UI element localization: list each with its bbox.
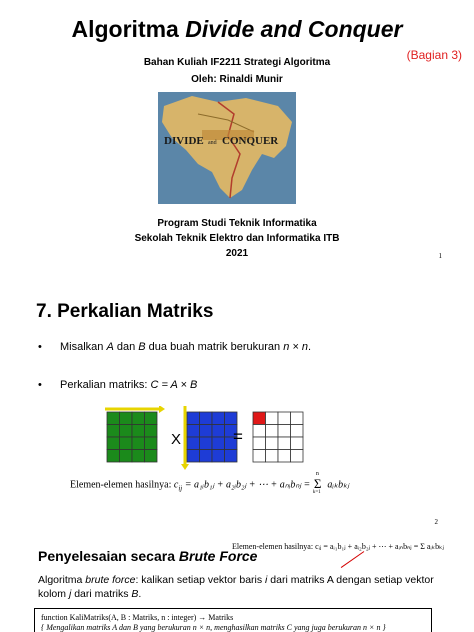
matrix-cell bbox=[120, 425, 133, 438]
matrix-cell bbox=[266, 450, 279, 463]
slide-2-heading: 7. Perkalian Matriks bbox=[36, 301, 214, 322]
matrix-cell bbox=[132, 412, 145, 425]
matrix-cell bbox=[132, 425, 145, 438]
algorithm-description bbox=[38, 573, 448, 601]
matrix-cell bbox=[145, 437, 158, 450]
sum-lower: k=1 bbox=[312, 490, 321, 495]
b2-pre: Perkalian matriks: bbox=[60, 379, 151, 391]
matrix-cell bbox=[212, 425, 225, 438]
matrix-cell bbox=[187, 425, 200, 438]
matrix-cell bbox=[253, 437, 266, 450]
matrix-cell bbox=[225, 450, 238, 463]
element-formula: Elemen-elemen hasilnya: $c_{ij}$ = a₁ᵢb₁ⱼ + a₂ᵢb₂ⱼ + ⋯ + aₙᵢbₙⱼ = n Σ k=1 aᵢₖbₖⱼ bbox=[70, 471, 350, 495]
matrix-cell bbox=[120, 412, 133, 425]
matrix-cell bbox=[253, 412, 266, 425]
matrix-a bbox=[105, 406, 165, 462]
small-formula: Elemen-elemen hasilnya: cᵢⱼ = aᵢ₁b₁ⱼ + aᵢ₂b₂ⱼ + ⋯ + aᵢₙbₙⱼ = Σ aᵢₖbₖⱼ bbox=[232, 542, 444, 551]
b1-post: dua buah matrik berukuran bbox=[145, 341, 284, 353]
formula-lhs: c bbox=[173, 479, 179, 491]
algo-mid: : kalikan setiap vektor baris bbox=[135, 574, 266, 586]
logo-text-divide: DIVIDE bbox=[164, 135, 204, 147]
bullet-2 bbox=[38, 379, 198, 391]
s3-heading-pre: Penyelesaian secara bbox=[38, 548, 179, 564]
matrix-cell bbox=[278, 412, 291, 425]
s3-heading-italic: Brute Force bbox=[178, 548, 258, 564]
matrix-cell bbox=[278, 450, 291, 463]
matrix-cell bbox=[291, 412, 304, 425]
part-label: (Bagian 3) bbox=[406, 48, 462, 62]
matrix-cell bbox=[187, 437, 200, 450]
code-line-2: { Mengalikan matriks A dan B yang berukuran n × n, menghasilkan matriks C yang juga berukuran n × n } bbox=[41, 623, 386, 632]
divide-conquer-map-image bbox=[158, 92, 296, 204]
b2-formula: C = A × B bbox=[150, 379, 198, 391]
matrix-cell bbox=[107, 450, 120, 463]
algo-mid3: dari matriks bbox=[71, 588, 132, 600]
matrix-cell bbox=[145, 412, 158, 425]
matrix-cell bbox=[291, 437, 304, 450]
b1-pre: Misalkan bbox=[60, 341, 107, 353]
year-line: 2021 bbox=[225, 248, 249, 259]
matrix-b bbox=[181, 406, 237, 470]
matrix-cell bbox=[187, 412, 200, 425]
matrix-cell bbox=[253, 450, 266, 463]
matrix-cell bbox=[212, 412, 225, 425]
matrix-cell bbox=[107, 412, 120, 425]
matrix-cell bbox=[278, 437, 291, 450]
code-line-1: function KaliMatriks(A, B : Matriks, n : integer) → Matriks bbox=[41, 613, 234, 622]
matrix-cell bbox=[278, 425, 291, 438]
matrix-cell bbox=[225, 412, 238, 425]
times-symbol: X bbox=[171, 431, 182, 448]
algo-end: . bbox=[138, 588, 142, 600]
b1-b: B bbox=[138, 341, 146, 353]
pseudocode-box bbox=[34, 608, 432, 632]
b1-n: n × n bbox=[283, 341, 308, 353]
title-prefix: Algoritma bbox=[71, 16, 186, 42]
matrix-cell bbox=[132, 450, 145, 463]
title-italic: Divide and Conquer bbox=[185, 16, 403, 42]
formula-label: Elemen-elemen hasilnya: bbox=[70, 479, 174, 491]
matrix-cell bbox=[187, 450, 200, 463]
sum-sigma: Σ bbox=[313, 476, 322, 491]
matrix-cell bbox=[266, 412, 279, 425]
column-arrow-icon-head bbox=[181, 464, 189, 470]
matrix-cell bbox=[120, 450, 133, 463]
matrix-cell bbox=[291, 450, 304, 463]
matrix-cell bbox=[107, 437, 120, 450]
algo-mid2: dari matriks A dengan setiap vektor kolom bbox=[38, 574, 434, 600]
matrix-cell bbox=[212, 450, 225, 463]
course-line: Bahan Kuliah IF2211 Strategi Algoritma bbox=[143, 57, 331, 68]
equals-symbol: = bbox=[233, 427, 243, 446]
author-line: Oleh: Rinaldi Munir bbox=[191, 74, 283, 85]
algo-pre: Algoritma bbox=[38, 574, 86, 586]
bullet-dot-icon: • bbox=[38, 379, 42, 391]
slide-3-heading bbox=[38, 548, 257, 564]
b1-mid: dan bbox=[113, 341, 139, 353]
matrix-cell bbox=[200, 437, 213, 450]
matrix-cell bbox=[200, 412, 213, 425]
matrix-cell bbox=[132, 437, 145, 450]
algo-b: B bbox=[131, 588, 139, 600]
matrix-cell bbox=[200, 450, 213, 463]
matrix-cell bbox=[120, 437, 133, 450]
sum-symbol bbox=[312, 471, 325, 495]
b1-a: A bbox=[106, 341, 114, 353]
algo-it: brute force bbox=[85, 574, 136, 586]
slide-separator bbox=[0, 272, 474, 282]
matrix-cell bbox=[212, 437, 225, 450]
matrix-cell bbox=[266, 437, 279, 450]
school-line: Sekolah Teknik Elektro dan Informatika ITB bbox=[134, 233, 340, 244]
matrix-cell bbox=[266, 425, 279, 438]
row-arrow-icon-head bbox=[159, 406, 165, 413]
slide-title bbox=[0, 16, 474, 43]
algo-j: j bbox=[68, 588, 72, 600]
matrix-c bbox=[253, 412, 303, 462]
matrix-multiplication-diagram bbox=[105, 406, 305, 472]
matrix-cell bbox=[200, 425, 213, 438]
page-number-1: 1 bbox=[438, 252, 442, 260]
logo-text-conquer: CONQUER bbox=[222, 135, 279, 147]
b1-end: . bbox=[308, 341, 312, 353]
page-number-2: 2 bbox=[434, 518, 438, 526]
matrix-cell bbox=[145, 425, 158, 438]
algo-i: i bbox=[265, 574, 268, 586]
sum-term: aᵢₖbₖⱼ bbox=[327, 479, 350, 491]
program-line: Program Studi Teknik Informatika bbox=[157, 218, 317, 229]
matrix-cell bbox=[107, 425, 120, 438]
slide-2 bbox=[0, 282, 474, 540]
bullet-dot-icon: • bbox=[38, 341, 42, 353]
bullet-1 bbox=[38, 341, 312, 353]
sum-upper: n bbox=[315, 471, 319, 477]
red-pointer-line bbox=[341, 551, 365, 568]
matrix-cell bbox=[253, 425, 266, 438]
matrix-cell bbox=[291, 425, 304, 438]
slide-1 bbox=[0, 0, 474, 272]
logo-text-and: and bbox=[208, 140, 217, 146]
formula-rhs: = a₁ᵢb₁ⱼ + a₂ᵢb₂ⱼ + ⋯ + aₙᵢbₙⱼ = bbox=[184, 479, 313, 491]
slide-3 bbox=[0, 540, 474, 632]
matrix-cell bbox=[145, 450, 158, 463]
